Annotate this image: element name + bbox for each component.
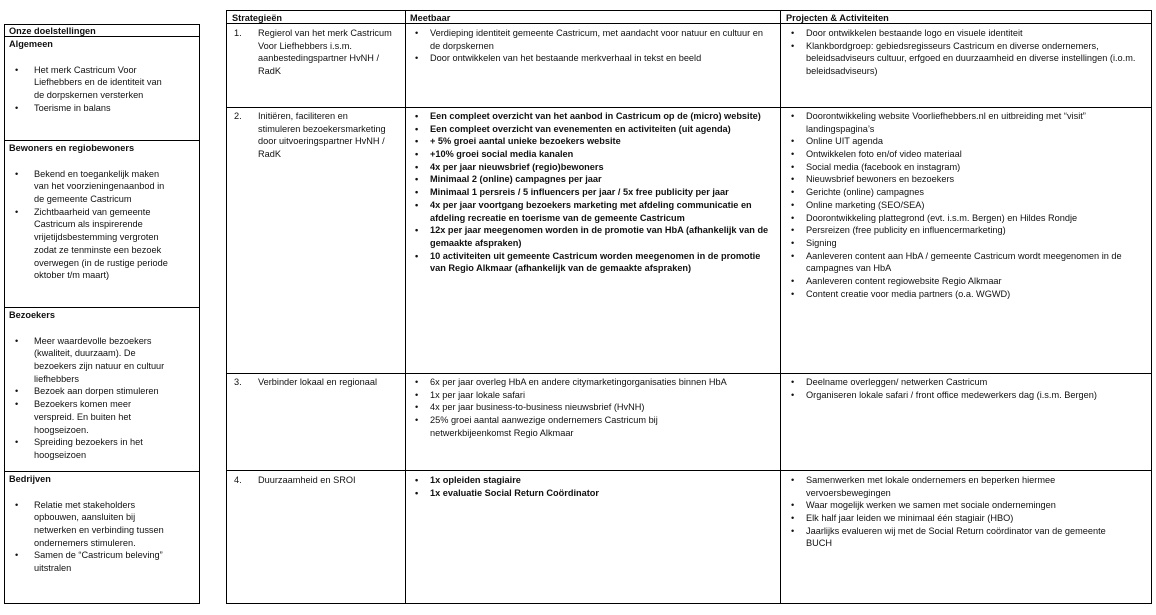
meetbaar-item: • + 5% groei aantal unieke bezoekers website xyxy=(407,135,775,148)
meetbaar-item: • 1x evaluatie Social Return Coördinator xyxy=(407,487,775,500)
meetbaar-item: • 1x per jaar lokale safari xyxy=(407,389,775,402)
project-item: • Aanleveren content aan HbA / gemeente Castricum wordt meegenomen in de campagnes van HbA xyxy=(783,250,1143,275)
project-item: • Jaarlijks evalueren wij met de Social Return coördinator van de gemeente BUCH xyxy=(783,525,1113,550)
project-item: • Ontwikkelen foto en/of video materiaal xyxy=(783,148,1143,161)
goal-item: • Spreiding bezoekers in het hoogseizoen xyxy=(5,436,169,461)
project-item: • Samenwerken met lokale ondernemers en beperken hiermee vervoersbewegingen xyxy=(783,474,1113,499)
header-meetbaar: Meetbaar xyxy=(410,13,451,23)
strategy-number: 3. xyxy=(234,377,242,387)
strategy-text: Regierol van het merk Castricum Voor Liefhebbers i.s.m. aanbestedingspartner HvNH / RadK xyxy=(258,28,392,77)
row-divider xyxy=(227,107,1151,108)
projecten-list xyxy=(783,110,1143,300)
meetbaar-item: • Een compleet overzicht van het aanbod in Castricum op de (micro) website) xyxy=(407,110,775,123)
project-item: • Aanleveren content regiowebsite Regio Alkmaar xyxy=(783,275,1143,288)
goal-item: • Zichtbaarheid van gemeente Castricum als inspirerende vrijetijdsbestemming vergroten zodat ze tenminste een bezoek overwegen (in de rustige periode oktober t/m maart) xyxy=(5,206,169,282)
goal-section-heading: Algemeen xyxy=(9,39,53,49)
meetbaar-item: • 12x per jaar meegenomen worden in de promotie van HbA (afhankelijk van de gemaakte afspraken) xyxy=(407,224,775,249)
column-divider xyxy=(405,11,406,603)
project-item: • Nieuwsbrief bewoners en bezoekers xyxy=(783,173,1143,186)
meetbaar-item: • Minimaal 2 (online) campagnes per jaar xyxy=(407,173,775,186)
projecten-list xyxy=(783,474,1113,550)
strategy-number: 4. xyxy=(234,475,242,485)
goals-panel xyxy=(4,24,200,604)
column-divider xyxy=(780,11,781,603)
meetbaar-item: • 4x per jaar voortgang bezoekers marketing met afdeling communicatie en afdeling recreatie en toerisme van de gemeente Castricum xyxy=(407,199,775,224)
meetbaar-item: • 4x per jaar nieuwsbrief (regio)bewoners xyxy=(407,161,775,174)
row-divider xyxy=(227,470,1151,471)
project-item: • Deelname overleggen/ netwerken Castricum xyxy=(783,376,1143,389)
row-divider xyxy=(227,373,1151,374)
goal-item: • Bezoek aan dorpen stimuleren xyxy=(5,385,169,398)
project-item: • Signing xyxy=(783,237,1143,250)
meetbaar-item: • Door ontwikkelen van het bestaande merkverhaal in tekst en beeld xyxy=(407,52,775,65)
goal-item: • Het merk Castricum Voor Liefhebbers en de identiteit van de dorpskernen versterken xyxy=(5,64,169,102)
meetbaar-list xyxy=(407,474,775,499)
project-item: • Online UIT agenda xyxy=(783,135,1143,148)
strategy-number: 2. xyxy=(234,111,242,121)
meetbaar-item: • Een compleet overzicht van evenementen en activiteiten (uit agenda) xyxy=(407,123,775,136)
project-item: • Content creatie voor media partners (o.a. WGWD) xyxy=(783,288,1143,301)
row-divider xyxy=(227,23,1151,24)
projecten-list xyxy=(783,376,1143,401)
meetbaar-item: • Verdieping identiteit gemeente Castricum, met aandacht voor natuur en cultuur en de dorpskernen xyxy=(407,27,775,52)
meetbaar-list xyxy=(407,27,775,65)
project-item: • Gerichte (online) campagnes xyxy=(783,186,1143,199)
meetbaar-item: • Minimaal 1 persreis / 5 influencers per jaar / 5x free publicity per jaar xyxy=(407,186,775,199)
goal-section-heading: Bewoners en regiobewoners xyxy=(9,143,135,153)
project-item: • Doorontwikkeling plattegrond (evt. i.s.m. Bergen) en Hildes Rondje xyxy=(783,212,1143,225)
goal-item: • Samen de “Castricum beleving” uitstralen xyxy=(5,549,169,574)
header-strategieen: Strategieën xyxy=(232,13,283,23)
goal-section-bedrijven xyxy=(5,471,199,575)
goal-item: • Toerisme in balans xyxy=(5,102,169,115)
meetbaar-list xyxy=(407,110,775,275)
goal-item: • Meer waardevolle bezoekers (kwaliteit, duurzaam). De bezoekers zijn natuur en cultuur liefhebbers xyxy=(5,335,169,386)
goal-item: • Bekend en toegankelijk maken van het voorzieningenaanbod in de gemeente Castricum xyxy=(5,168,169,206)
meetbaar-item: • 25% groei aantal aanwezige ondernemers Castricum bij netwerkbijeenkomst Regio Alkmaar xyxy=(407,414,680,439)
goal-section-bezoekers xyxy=(5,307,199,462)
header-projecten: Projecten & Activiteiten xyxy=(786,13,889,23)
goal-section-heading: Bedrijven xyxy=(9,474,51,484)
strategy-text: Initiëren, faciliteren en stimuleren bezoekersmarketing door uitvoeringspartner HvNH / RadK xyxy=(258,111,386,160)
goal-section-bewoners xyxy=(5,140,199,282)
goal-item: • Bezoekers komen meer verspreid. En buiten het hoogseizoen. xyxy=(5,398,169,436)
project-item: • Organiseren lokale safari / front office medewerkers dag (i.s.m. Bergen) xyxy=(783,389,1143,402)
strategy-text: Duurzaamheid en SROI xyxy=(258,475,356,485)
goal-section-algemeen xyxy=(5,36,199,114)
goal-item: • Relatie met stakeholders opbouwen, aansluiten bij netwerken en verbinding tussen ondernemers stimuleren. xyxy=(5,499,169,550)
meetbaar-item: • 6x per jaar overleg HbA en andere citymarketingorganisaties binnen HbA xyxy=(407,376,775,389)
meetbaar-item: • 10 activiteiten uit gemeente Castricum worden meegenomen in de promotie van Regio Alkmaar (afhankelijk van de gemaakte afspraken) xyxy=(407,250,775,275)
strategy-text: Verbinder lokaal en regionaal xyxy=(258,377,378,387)
goal-section-heading: Bezoekers xyxy=(9,310,55,320)
strategy-table xyxy=(226,10,1152,604)
meetbaar-item: • 1x opleiden stagiaire xyxy=(407,474,775,487)
project-item: • Online marketing (SEO/SEA) xyxy=(783,199,1143,212)
meetbaar-item: • +10% groei social media kanalen xyxy=(407,148,775,161)
meetbaar-list xyxy=(407,376,775,439)
project-item: • Waar mogelijk werken we samen met sociale ondernemingen xyxy=(783,499,1113,512)
project-item: • Klankbordgroep: gebiedsregisseurs Castricum en diverse ondernemers, beleidsadviseurs cultuur, erfgoed en duurzaamheid en diverse instellingen (i.o.m. beleidsadviseurs) xyxy=(783,40,1143,78)
strategy-number: 1. xyxy=(234,28,242,38)
project-item: • Elk half jaar leiden we minimaal één stagiair (HBO) xyxy=(783,512,1113,525)
meetbaar-item: • 4x per jaar business-to-business nieuwsbrief (HvNH) xyxy=(407,401,775,414)
goals-title: Onze doelstellingen xyxy=(9,26,96,36)
project-item: • Door ontwikkelen bestaande logo en visuele identiteit xyxy=(783,27,1143,40)
project-item: • Social media (facebook en instagram) xyxy=(783,161,1143,174)
projecten-list xyxy=(783,27,1143,78)
project-item: • Persreizen (free publicity en influencermarketing) xyxy=(783,224,1143,237)
project-item: • Doorontwikkeling website Voorliefhebbers.nl en uitbreiding met “visit” landingspagina’s xyxy=(783,110,1143,135)
